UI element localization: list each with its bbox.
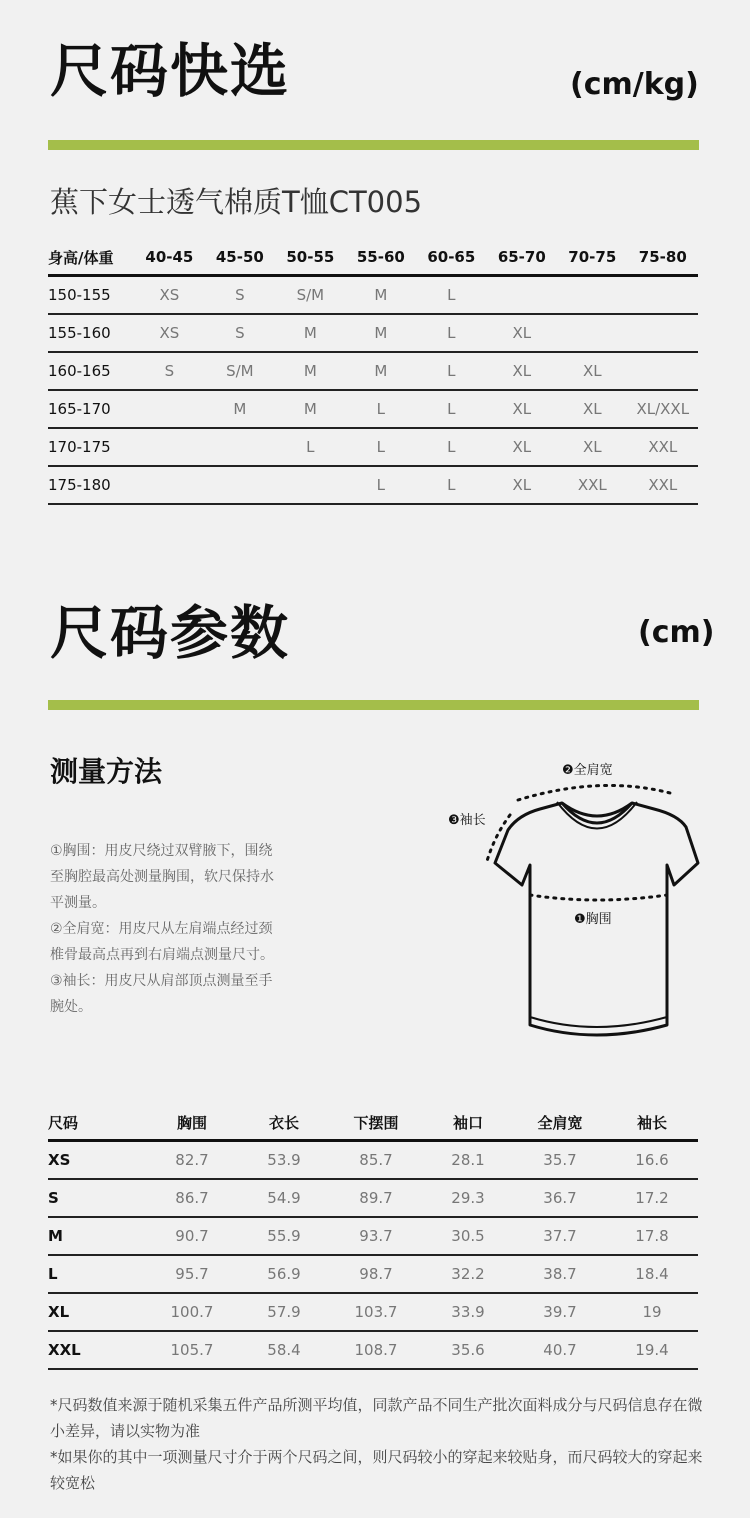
size-params-unit: (cm) (638, 615, 715, 650)
table-row (48, 1332, 698, 1370)
table-cell: 108.7 (354, 1341, 398, 1359)
table-cell: XL/XXL (636, 400, 690, 418)
sleeve-label: ❸袖长 (448, 813, 486, 828)
header-cell: 45-50 (215, 248, 264, 266)
table-cell: 19.4 (635, 1341, 669, 1359)
table-cell: L (447, 286, 456, 304)
row-label-cell: M (48, 1227, 63, 1245)
measure-method-title: 测量方法 (50, 755, 163, 788)
header-cell: 60-65 (427, 248, 476, 266)
chest-label: ❶胸围 (574, 912, 612, 927)
row-label-cell: XXL (48, 1341, 81, 1359)
table-cell: 100.7 (170, 1303, 214, 1321)
header-cell: 50-55 (286, 248, 335, 266)
table-cell: XXL (648, 476, 678, 494)
table-cell: 93.7 (359, 1227, 393, 1245)
table-cell: XL (582, 438, 602, 456)
header-cell: 尺码 (48, 1113, 79, 1132)
table-cell: 90.7 (175, 1227, 209, 1245)
footnote: *尺码数值来源于随机采集五件产品所测平均值，同款产品不同生产批次面料成分与尺码信息存在微小差异，请以实物为准 (50, 1396, 703, 1440)
header-cell: 70-75 (568, 248, 617, 266)
table-cell: L (447, 324, 456, 342)
row-label-cell: S (48, 1189, 59, 1207)
table-cell: 28.1 (451, 1151, 485, 1169)
table-cell: 36.7 (543, 1189, 577, 1207)
header-cell: 下摆围 (353, 1113, 399, 1132)
shoulder-label: ❷全肩宽 (562, 763, 613, 778)
measure-chest-text: ①胸围：用皮尺绕过双臂腋下，围绕至胸腔最高处测量胸围，软尺保持水平测量。 (50, 843, 274, 911)
row-label-cell: 160-165 (48, 362, 111, 380)
table-cell: XXL (577, 476, 607, 494)
header-cell: 袖长 (636, 1113, 667, 1132)
table-cell: S (164, 362, 175, 380)
table-cell: 39.7 (543, 1303, 577, 1321)
table-row (48, 1180, 698, 1218)
accent-divider (48, 140, 699, 150)
table-cell: 17.2 (635, 1189, 669, 1207)
row-label-cell: XS (48, 1151, 71, 1169)
footnote: *如果你的其中一项测量尺寸介于两个尺码之间，则尺码较小的穿起来较贴身，而尺码较大的穿起来较宽松 (50, 1448, 703, 1492)
tshirt-icon (440, 745, 710, 1065)
table-cell: M (303, 400, 317, 418)
accent-divider (48, 700, 699, 710)
table-cell: 55.9 (267, 1227, 301, 1245)
table-cell: XL (582, 400, 602, 418)
table-cell: M (303, 362, 317, 380)
table-header (48, 240, 698, 277)
table-cell: XL (512, 476, 532, 494)
table-cell: XL (512, 324, 532, 342)
table-row (48, 467, 698, 505)
table-cell: 16.6 (635, 1151, 669, 1169)
table-cell: 86.7 (175, 1189, 209, 1207)
table-cell: 85.7 (359, 1151, 393, 1169)
row-label-cell: 175-180 (48, 476, 111, 494)
table-cell: S (235, 324, 245, 342)
size-params-table (48, 1105, 698, 1370)
table-cell: XL (512, 400, 532, 418)
table-row (48, 391, 698, 429)
measure-method-text (50, 838, 280, 1020)
header-cell: 65-70 (497, 248, 546, 266)
table-cell: M (233, 400, 247, 418)
table-cell: XL (512, 438, 532, 456)
row-label-cell: 150-155 (48, 286, 111, 304)
table-cell: 32.2 (451, 1265, 485, 1283)
table-cell: 98.7 (359, 1265, 393, 1283)
table-cell: 56.9 (267, 1265, 301, 1283)
header-cell: 袖口 (452, 1113, 483, 1132)
header-cell: 胸围 (176, 1113, 207, 1132)
measure-shoulder-text: ②全肩宽：用皮尺从左肩端点经过颈椎骨最高点再到右肩端点测量尺寸。 (50, 921, 274, 963)
table-cell: S/M (226, 362, 254, 380)
table-cell: M (374, 362, 388, 380)
table-row (48, 429, 698, 467)
row-label-cell: 165-170 (48, 400, 111, 418)
table-cell: 57.9 (267, 1303, 301, 1321)
table-cell: M (374, 286, 388, 304)
table-cell: 103.7 (354, 1303, 398, 1321)
table-cell: M (374, 324, 388, 342)
product-name: 蕉下女士透气棉质T恤CT005 (50, 185, 423, 219)
header-cell: 40-45 (145, 248, 194, 266)
table-cell: 30.5 (451, 1227, 485, 1245)
table-cell: L (306, 438, 315, 456)
table-cell: L (376, 438, 386, 456)
quick-select-unit: (cm/kg) (570, 67, 699, 102)
table-cell: XS (159, 324, 180, 342)
table-cell: S (235, 286, 245, 304)
header-cell: 衣长 (268, 1113, 299, 1132)
table-cell: 37.7 (543, 1227, 577, 1245)
row-label-cell: 155-160 (48, 324, 111, 342)
table-cell: 17.8 (635, 1227, 669, 1245)
table-row (48, 277, 698, 315)
table-cell: L (447, 362, 456, 380)
row-label-cell: 170-175 (48, 438, 111, 456)
measure-sleeve-text: ③袖长：用皮尺从肩部顶点测量至手腕处。 (50, 973, 273, 1015)
table-cell: 54.9 (267, 1189, 301, 1207)
table-cell: 105.7 (170, 1341, 214, 1359)
table-row (48, 353, 698, 391)
header-cell: 55-60 (356, 248, 405, 266)
table-row (48, 1142, 698, 1180)
table-cell: XL (512, 362, 532, 380)
table-cell: XS (159, 286, 180, 304)
table-cell: 33.9 (451, 1303, 485, 1321)
table-cell: 18.4 (635, 1265, 669, 1283)
footnotes (50, 1392, 710, 1496)
table-cell: S/M (296, 286, 325, 304)
table-cell: 95.7 (175, 1265, 209, 1283)
table-cell: 89.7 (359, 1189, 393, 1207)
table-cell: 58.4 (267, 1341, 301, 1359)
table-row (48, 1218, 698, 1256)
quick-size-table (48, 240, 698, 505)
quick-select-title: 尺码快选 (50, 37, 291, 105)
table-cell: 40.7 (543, 1341, 577, 1359)
header-cell: 全肩宽 (537, 1113, 583, 1132)
row-label-cell: XL (48, 1303, 70, 1321)
table-cell: L (447, 400, 456, 418)
table-cell: L (447, 438, 456, 456)
size-params-title: 尺码参数 (50, 599, 291, 667)
table-row (48, 1256, 698, 1294)
table-cell: XL (582, 362, 602, 380)
table-header (48, 1105, 698, 1142)
table-cell: 29.3 (451, 1189, 485, 1207)
tshirt-diagram (440, 745, 710, 1065)
table-row (48, 315, 698, 353)
table-cell: XXL (648, 438, 678, 456)
table-cell: 53.9 (267, 1151, 301, 1169)
table-cell: M (303, 324, 317, 342)
row-label-cell: L (48, 1265, 58, 1283)
header-cell: 身高/体重 (48, 248, 114, 267)
table-cell: 19 (642, 1303, 662, 1321)
header-cell: 75-80 (638, 248, 687, 266)
table-cell: 35.6 (451, 1341, 485, 1359)
table-cell: 35.7 (543, 1151, 577, 1169)
table-row (48, 1294, 698, 1332)
table-cell: L (447, 476, 456, 494)
table-cell: L (376, 400, 386, 418)
table-cell: 38.7 (543, 1265, 577, 1283)
table-cell: L (376, 476, 386, 494)
table-cell: 82.7 (175, 1151, 209, 1169)
